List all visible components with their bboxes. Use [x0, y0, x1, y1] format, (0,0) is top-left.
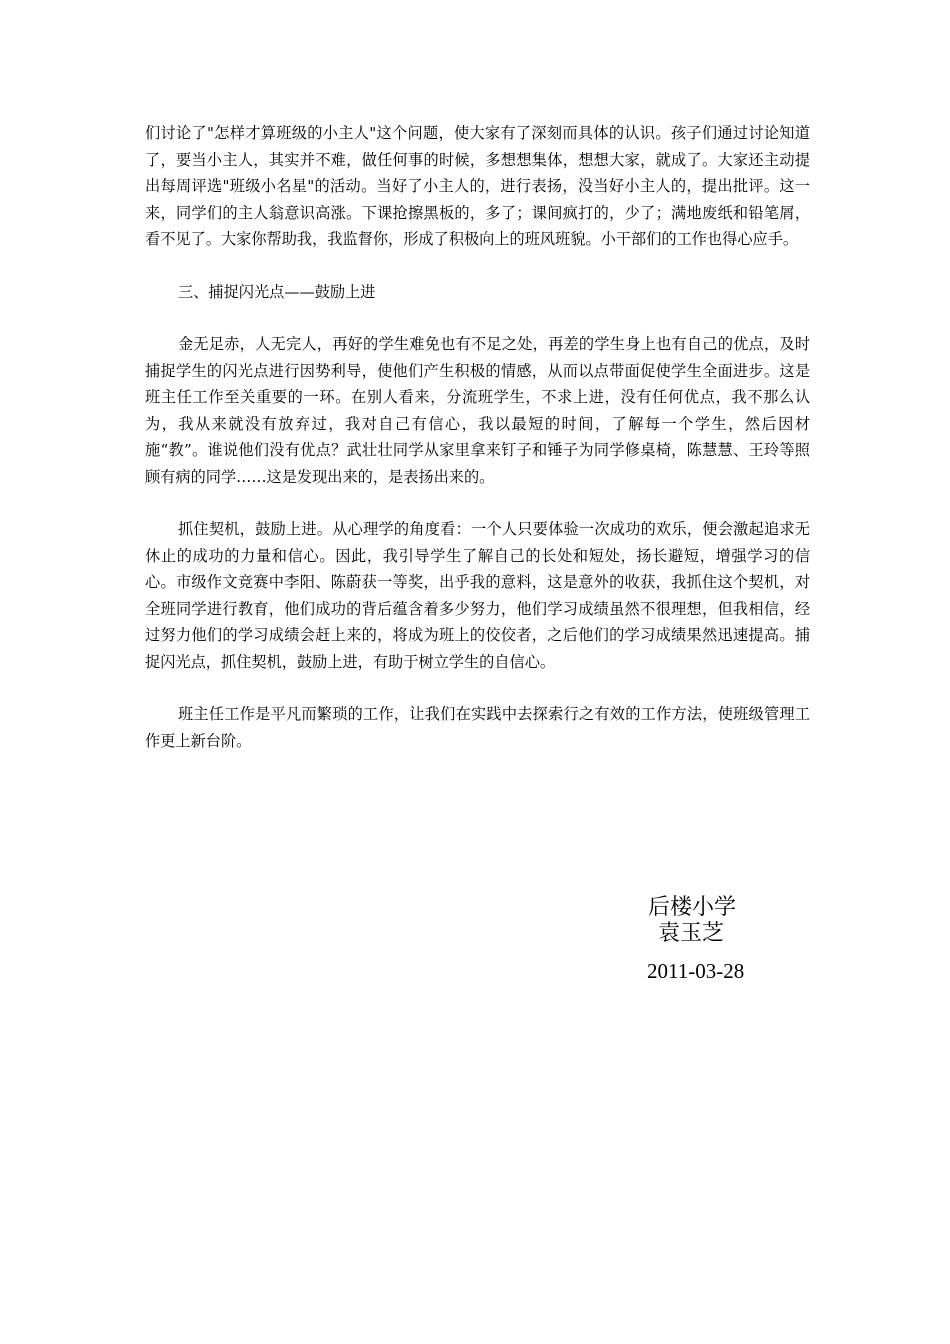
paragraph-closing: 班主任工作是平凡而繁琐的工作，让我们在实践中去探索行之有效的工作方法，使班级管理工作更上新台阶。: [145, 705, 810, 750]
signature-author: 袁玉芝: [658, 921, 725, 946]
document-body: [145, 120, 810, 754]
paragraph-gap: [145, 253, 810, 279]
paragraph-gap: [145, 490, 810, 516]
paragraph-continuation: 们讨论了"怎样才算班级的小主人"这个问题，使大家有了深刻而具体的认识。孩子们通过讨论知道了，要当小主人，其实并不难，做任何事的时候，多想想集体，想想大家，就成了。大家还主动提出每周评选"班级小名星"的活动。当好了小主人的，进行表扬，没当好小主人的，提出批评。这一来，同学们的主人翁意识高涨。下课抢擦黑板的，多了；课间疯打的，少了；满地废纸和铅笔屑，看不见了。大家你帮助我，我监督你，形成了积极向上的班风班貌。小干部们的工作也得心应手。: [145, 124, 810, 248]
paragraph: 金无足赤，人无完人，再好的学生难免也有不足之处，再差的学生身上也有自己的优点，及时捕捉学生的闪光点进行因势利导，使他们产生积极的情感，从而以点带面促使学生全面进步。这是班主任工作至关重要的一环。在别人看来，分流班学生，不求上进，没有任何优点，我不那么认为，我从来就没有放弃过，我对自己有信心，我以最短的时间，了解每一个学生，然后因材施“教”。谁说他们没有优点？武壮壮同学从家里拿来钉子和锤子为同学修桌椅，陈慧慧、王玲等照顾有病的同学……这是发现出来的，是表扬出来的。: [145, 335, 810, 486]
paragraph: 抓住契机，鼓励上进。从心理学的角度看：一个人只要体验一次成功的欢乐，便会激起追求无休止的成功的力量和信心。因此，我引导学生了解自己的长处和短处，扬长避短，增强学习的信心。市级作文竞赛中李阳、陈蔚获一等奖，出乎我的意料，这是意外的收获，我抓住这个契机，对全班同学进行教育，他们成功的背后蕴含着多少努力，他们学习成绩虽然不很理想，但我相信，经过努力他们的学习成绩会赶上来的，将成为班上的佼佼者，之后他们的学习成绩果然迅速提高。捕捉闪光点，抓住契机，鼓励上进，有助于树立学生的自信心。: [145, 520, 810, 671]
signature-organization: 后楼小学: [648, 895, 737, 920]
section-heading: 三、捕捉闪光点——鼓励上进: [178, 282, 376, 301]
paragraph-gap: [145, 305, 810, 331]
paragraph-gap: [145, 675, 810, 701]
signature-date: 2011-03-28: [647, 959, 745, 983]
